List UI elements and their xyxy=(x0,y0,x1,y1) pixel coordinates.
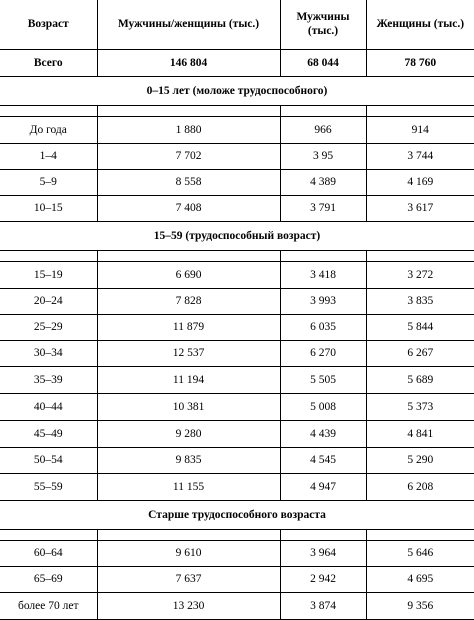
total-row xyxy=(0,49,474,76)
total-cell: 7 408 xyxy=(97,195,280,221)
table-row xyxy=(0,340,474,366)
spacer-cell xyxy=(0,105,97,116)
total-cell: 1 880 xyxy=(97,116,280,143)
women-cell: 5 689 xyxy=(366,366,474,393)
table-row xyxy=(0,366,474,393)
women-cell: 3 835 xyxy=(366,288,474,314)
women-cell: 6 267 xyxy=(366,340,474,366)
age-cell: 65–69 xyxy=(0,566,97,592)
total-cell: 11 194 xyxy=(97,366,280,393)
men-cell: 4 439 xyxy=(280,420,366,447)
age-cell: 35–39 xyxy=(0,366,97,393)
men-cell: 5 505 xyxy=(280,366,366,393)
men-cell: 2 942 xyxy=(280,566,366,592)
men-cell: 4 545 xyxy=(280,447,366,473)
age-cell: 10–15 xyxy=(0,195,97,221)
total-cell: 9 280 xyxy=(97,420,280,447)
age-cell: 15–19 xyxy=(0,261,97,288)
total-cell: 10 381 xyxy=(97,393,280,420)
women-cell: 5 646 xyxy=(366,540,474,566)
women-cell: 4 169 xyxy=(366,169,474,195)
men-cell: 3 95 xyxy=(280,143,366,169)
age-cell: 50–54 xyxy=(0,447,97,473)
section-spacer-row xyxy=(0,250,474,261)
table-header-row xyxy=(0,0,474,49)
header-total: Мужчины/женщины (тыс.) xyxy=(97,0,280,49)
women-cell: 3 272 xyxy=(366,261,474,288)
spacer-cell xyxy=(0,529,97,540)
table-row xyxy=(0,116,474,143)
section-title: 15–59 (трудоспособный возраст) xyxy=(0,221,474,250)
table-row xyxy=(0,393,474,420)
men-cell: 4 389 xyxy=(280,169,366,195)
spacer-cell xyxy=(0,250,97,261)
spacer-cell xyxy=(280,529,366,540)
total-women: 78 760 xyxy=(366,49,474,76)
table-row xyxy=(0,143,474,169)
section-title: 0–15 лет (моложе трудоспособного) xyxy=(0,76,474,105)
age-cell: 45–49 xyxy=(0,420,97,447)
total-cell: 12 537 xyxy=(97,340,280,366)
total-cell: 7 828 xyxy=(97,288,280,314)
table-row xyxy=(0,473,474,500)
men-cell: 4 947 xyxy=(280,473,366,500)
men-cell: 966 xyxy=(280,116,366,143)
table-row xyxy=(0,566,474,592)
men-cell: 3 993 xyxy=(280,288,366,314)
women-cell: 5 373 xyxy=(366,393,474,420)
women-cell: 5 844 xyxy=(366,314,474,340)
total-cell: 9 835 xyxy=(97,447,280,473)
table-row xyxy=(0,195,474,221)
header-men: Мужчины (тыс.) xyxy=(280,0,366,49)
total-cell: 11 155 xyxy=(97,473,280,500)
section-spacer-row xyxy=(0,529,474,540)
section-header-row xyxy=(0,221,474,250)
spacer-cell xyxy=(280,105,366,116)
total-cell: 7 702 xyxy=(97,143,280,169)
spacer-cell xyxy=(366,105,474,116)
women-cell: 4 695 xyxy=(366,566,474,592)
age-cell: более 70 лет xyxy=(0,592,97,619)
table-row xyxy=(0,420,474,447)
total-cell: 9 610 xyxy=(97,540,280,566)
table-row xyxy=(0,261,474,288)
total-cell: 7 637 xyxy=(97,566,280,592)
section-spacer-row xyxy=(0,105,474,116)
women-cell: 6 208 xyxy=(366,473,474,500)
table-row xyxy=(0,169,474,195)
age-cell: 30–34 xyxy=(0,340,97,366)
table-row xyxy=(0,288,474,314)
spacer-cell xyxy=(366,250,474,261)
women-cell: 4 841 xyxy=(366,420,474,447)
spacer-cell xyxy=(97,529,280,540)
age-cell: 40–44 xyxy=(0,393,97,420)
spacer-cell xyxy=(97,250,280,261)
section-title: Старше трудоспособного возраста xyxy=(0,500,474,529)
spacer-cell xyxy=(280,250,366,261)
age-cell: До года xyxy=(0,116,97,143)
total-cell: 6 690 xyxy=(97,261,280,288)
header-women: Женщины (тыс.) xyxy=(366,0,474,49)
men-cell: 3 964 xyxy=(280,540,366,566)
age-cell: 60–64 xyxy=(0,540,97,566)
table-row xyxy=(0,314,474,340)
men-cell: 5 008 xyxy=(280,393,366,420)
header-age: Возраст xyxy=(0,0,97,49)
men-cell: 6 035 xyxy=(280,314,366,340)
women-cell: 3 617 xyxy=(366,195,474,221)
total-all: 146 804 xyxy=(97,49,280,76)
age-cell: 55–59 xyxy=(0,473,97,500)
total-cell: 8 558 xyxy=(97,169,280,195)
table-row xyxy=(0,540,474,566)
men-cell: 3 418 xyxy=(280,261,366,288)
women-cell: 5 290 xyxy=(366,447,474,473)
age-cell: 25–29 xyxy=(0,314,97,340)
men-cell: 3 791 xyxy=(280,195,366,221)
total-cell: 13 230 xyxy=(97,592,280,619)
women-cell: 3 744 xyxy=(366,143,474,169)
total-men: 68 044 xyxy=(280,49,366,76)
section-header-row xyxy=(0,500,474,529)
women-cell: 9 356 xyxy=(366,592,474,619)
age-cell: 1–4 xyxy=(0,143,97,169)
women-cell: 914 xyxy=(366,116,474,143)
spacer-cell xyxy=(97,105,280,116)
men-cell: 6 270 xyxy=(280,340,366,366)
section-header-row xyxy=(0,76,474,105)
table-row xyxy=(0,447,474,473)
men-cell: 3 874 xyxy=(280,592,366,619)
spacer-cell xyxy=(366,529,474,540)
table-row xyxy=(0,592,474,619)
total-cell: 11 879 xyxy=(97,314,280,340)
age-cell: 5–9 xyxy=(0,169,97,195)
total-label: Всего xyxy=(0,49,97,76)
age-cell: 20–24 xyxy=(0,288,97,314)
